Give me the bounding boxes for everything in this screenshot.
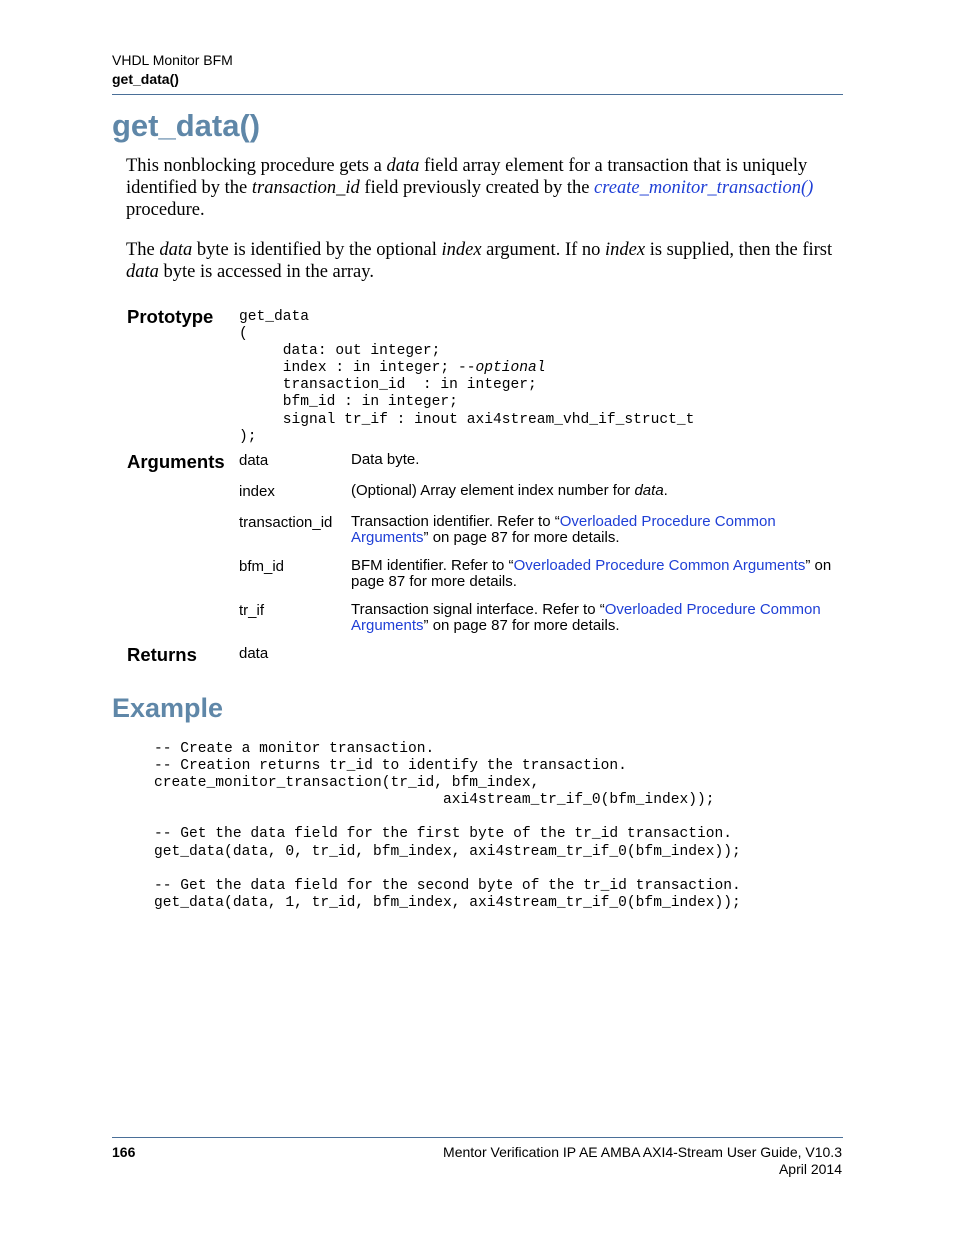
overloaded-args-link[interactable]: Overloaded Procedure Common Arguments [351,601,821,634]
overloaded-args-link[interactable]: Overloaded Procedure Common Arguments [513,557,806,574]
section-heading: get_data() [112,108,261,143]
overloaded-args-link[interactable]: Overloaded Procedure Common Arguments [351,513,776,546]
returns-label: Returns [127,644,197,665]
header-rule [112,94,843,95]
arg-desc-transaction-id: Transaction identifier. Refer to “Overloaded Procedure Common Arguments” on page 87 for more details. [351,513,776,546]
returns-value: data [239,645,269,662]
footer-date: April 2014 [778,1161,842,1177]
intro-paragraph-1: This nonblocking procedure gets a data field array element for a transaction that is uniquely identified by the transaction_id field previously created by the create_monitor_transaction() procedure. [126,156,814,220]
arg-name-tr-if: tr_if [239,602,265,619]
arg-desc-data: Data byte. [351,451,420,468]
page-number: 166 [112,1144,136,1160]
create-monitor-transaction-link[interactable]: create_monitor_transaction() [594,178,814,198]
running-header-subtitle: get_data() [112,71,179,87]
prototype-label: Prototype [127,306,214,327]
arg-name-index: index [239,483,275,500]
arg-name-bfm-id: bfm_id [239,558,285,575]
example-code: -- Create a monitor transaction. -- Creation returns tr_id to identify the transaction. create_monitor_transaction(tr_id, bfm_index, axi4stream_tr_if_0(bfm_index)); -- Get the data field for the first byte of the tr_id transaction. get_data(data, 0, tr_id, bfm_index, axi4stream_tr_if_0(bfm_index)); -- Get the data field for the second byte of the tr_id transaction. get_data(data, 1, tr_id, bfm_index, axi4stream_tr_if_0(bfm_index)); [154,741,741,911]
footer-book-title: Mentor Verification IP AE AMBA AXI4-Stream User Guide, V10.3 [443,1144,842,1160]
arg-name-transaction-id: transaction_id [239,514,333,531]
arg-name-data: data [239,452,269,469]
example-heading: Example [112,693,224,723]
prototype-code: get_data ( data: out integer; index : in integer; --optional transaction_id : in integer; bfm_id : in integer; signal tr_if : inout axi4stream_vhd_if_struct_t ); [239,309,695,445]
arg-desc-index: (Optional) Array element index number for data. [351,482,668,499]
arg-desc-bfm-id: BFM identifier. Refer to “Overloaded Procedure Common Arguments” on page 87 for more details. [351,557,832,590]
arguments-label: Arguments [127,451,225,472]
intro-paragraph-2: The data byte is identified by the optional index argument. If no index is supplied, then the first data byte is accessed in the array. [126,240,833,282]
running-header-title: VHDL Monitor BFM [112,52,233,68]
footer-rule [112,1137,843,1138]
arg-desc-tr-if: Transaction signal interface. Refer to “Overloaded Procedure Common Arguments” on page 87 for more details. [351,601,821,634]
